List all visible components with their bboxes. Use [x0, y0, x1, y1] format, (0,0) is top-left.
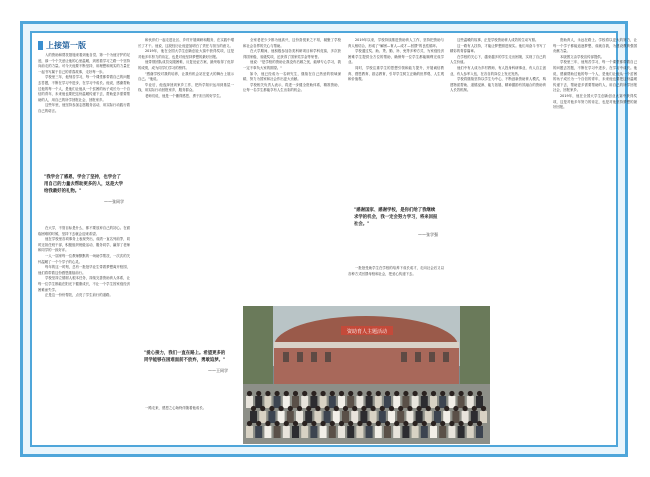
paragraph: 他们中有人成为乡村教师，有人投身科研事业，有人自主创业，有人参军入伍，在各自的岗位上发光发热。 — [450, 65, 546, 76]
paragraph: 学校里三年，他刻苦学习，每一个课堂都带着自己的问题去答题，不断在学习中进步，在学习中成长。他说，感谢帮助过他的每一个人，是他们让他从一个贫困的孩子成长为一个自信的青年，未来他也要把这份温暖传递下去，帮助更多需要帮助的人，用自己的所学回报社会，回报家乡。 — [553, 60, 637, 93]
pull-quote-text: "感谢国家、感谢学校，是你们给了我继续求学的机会，我一定会努力学习，将来回报社会。" — [354, 208, 438, 227]
paragraph: 他说："是学校的资助让我没有后顾之忧，能够专心学习，我一定不辜负大家的期望。" — [243, 60, 341, 70]
paragraph: 入的资助和帮扶措施来看到他自觉、第一个为他守护的足迹，那一个个关爱让他的心里温暖，到底看学习之路一个坚持向前走的力量。可今天他要不断坚持，用理想和现实的力量在一起书写属于自己的青春故事，走好每一步。 — [38, 53, 130, 74]
paragraph: 这一路有人扶持，才能让梦想照进现实。他们用奋斗书写了精彩的青春篇章。 — [450, 43, 546, 54]
paragraph: 学校相关负责人表示，将进一步健全资助体系，精准资助，让每一名学生都能享有人生出彩的机会。 — [243, 82, 341, 93]
paragraph: 和伙伴们一起走进社区、乡村开展调研和服务，在实践中增长了才干。他说，这段经历让他更加明白了责任与担当的意义。 — [138, 38, 234, 48]
pull-quote-1 — [38, 170, 130, 222]
paragraph: 一批批受助学生在学校的培养下成长成才，走向社会后又以各种方式回馈母校和社会，把爱心传递下去。 — [348, 266, 444, 276]
paragraph: 学校将继续坚持以学生为中心，不断创新资助育人模式，构建物质帮助、道德浸润、能力拓展、精神激励有效融合的资助育人长效机制。 — [450, 77, 546, 93]
paragraph: 本版图文由学校宣传部提供。 — [560, 54, 605, 59]
pull-quote-text: "爱心接力，我们一直在路上。希望更多的同学能够在困难面前不放弃，勇敢追梦。" — [144, 351, 226, 363]
article-column-6 — [553, 38, 637, 443]
newspaper-page — [38, 38, 637, 440]
section-header — [38, 38, 86, 52]
paragraph: 正是这一份份帮扶，点亮了学生前行的道路。 — [45, 293, 113, 298]
paragraph: 2019年，他在全国大学生创新创业大赛中获得奖项，这是对他多年努力的肯定，也是对他坚持梦想的最好回报。 — [138, 49, 234, 59]
paragraph: 在学校的关心下，越来越多的学生走出困境，实现了自己的人生价值。 — [450, 54, 546, 65]
page-frame-inner — [30, 31, 637, 447]
paragraph: 这些年里，他坚持参加志愿服务活动，用实际行动践行着自己的诺言。 — [38, 103, 130, 113]
article-column-2 — [138, 38, 234, 343]
paragraph: 在大学期间，他积极参加各类科研项目和学科竞赛，多次获得国家级、省级奖项，还获得了国家奖学金等荣誉。 — [243, 49, 341, 59]
pull-quote-source: ——王同学 — [208, 368, 228, 373]
article-column-2-lower — [138, 406, 234, 442]
paragraph: 这些温暖的故事，正是学校资助育人成效的生动写照。 — [457, 38, 539, 42]
page-frame-outer — [20, 21, 637, 457]
paragraph: 同时，学校注重学生的思想引领和能力提升，开展诚信教育、感恩教育、励志教育，引导学生树立正确的世界观、人生观和价值观。 — [348, 65, 444, 82]
paragraph: 2019年以来，学校持续推进资助育人工作，坚持把资助与育人相结合，形成了"解困—育人—成才—回馈"的良性循环。 — [348, 38, 444, 48]
paragraph: 毕业后，他选择回到家乡工作，把所学知识运用到基层一线，用实际行动回报家乡，服务群众。 — [138, 82, 234, 93]
paragraph: 一路走来，感恩之心始终伴随着他成长。 — [145, 406, 207, 410]
paragraph: 如今，他已经成为一名研究生，继续在自己热爱的领域深耕，努力为国家和社会作出更大贡献。 — [243, 71, 341, 82]
article-column-4-lower — [348, 266, 444, 302]
article-column-3 — [243, 38, 341, 303]
paragraph: 老师们说，他是一个懂得感恩、勇于担当的好学生。 — [145, 93, 223, 98]
paragraph: 他在学校里各项事务上表现突出，成绩一直名列前茅，同时还担任班干部，积极组织班级活动，服务同学，赢得了老师和同学的一致好评。 — [38, 237, 130, 253]
pull-quote-source: ——张同学 — [104, 199, 124, 204]
paragraph: 学校里三年，他刻苦学习，每一个课堂都带着自己的问题去答题，不断在学习中进步，在学习中成长。他说，感谢帮助过他的每一个人，是他们让他从一个贫困的孩子成长为一个自信的青年，未来他也要把这份温暖传递下去，帮助更多需要帮助的人，用自己的所学回报社会，回报家乡。 — [38, 75, 130, 102]
section-marker-icon — [38, 41, 43, 50]
article-column-1-lower — [38, 226, 130, 441]
paragraph: 在大学，不管目标是什么，都不要放弃自己的初心。在面临困难的时候，坚持下去就会迎来希望。 — [38, 226, 130, 236]
paragraph: 2019年，他在全国大学生创新创业大赛中获得奖项，这是对他多年努力的肯定，也是对他坚持梦想的最好回报。 — [553, 93, 637, 110]
paragraph: 每年的这一时刻，总有一批批毕业生带着梦想离开校园，他们将带着这份感恩继续前行。 — [38, 265, 130, 275]
paragraph: 一人一届家每一位教师默默的一场助学帮扶，一次次的关怀温暖了一个个学子的心灵。 — [38, 253, 130, 264]
pull-quote-2 — [138, 346, 234, 404]
group-photo-illustration — [243, 306, 490, 444]
article-column-4 — [348, 38, 444, 198]
pull-quote-3 — [348, 203, 444, 263]
article-column-1 — [38, 53, 130, 253]
pull-quote-text: "我学会了感恩，学会了坚持，也学会了用自己的力量去帮助更多的人，这是大学给我最好的礼物。" — [44, 175, 124, 194]
paragraph: 全家老老少少都为他高兴，这份喜悦来之不易，凝聚了学校和社会各界的关心与帮助。 — [243, 38, 341, 48]
paragraph: "感谢学校对我的培养，让我有机会站在更大的舞台上展示自己。"他说。 — [138, 71, 234, 82]
paragraph: 他带领团队成员克服困难，反复论证方案，最终取得了优异的成绩，成为同学们学习的榜样。 — [138, 60, 234, 70]
pull-quote-source: ——张学强 — [418, 232, 438, 237]
group-photo — [243, 306, 490, 444]
paragraph: 资助育人，永远在路上。学校将以更大的努力，让每一个学子都能追逐梦想、成就自我，为建设教育强国贡献力量。 — [553, 38, 637, 54]
photo-banner-text: 资助育人主题活动 — [346, 329, 388, 335]
paragraph: 学校通过奖、助、贷、勤、补、免等多种方式，为家庭经济困难学生提供全方位的帮助，确保每一位学生都能顺利完成学业。 — [348, 49, 444, 65]
paragraph: 学校坚持立德树人根本任务，持续完善资助育人体系，让每一位学生都能在阳光下健康成长，不让一个学生因家庭经济困难而失学。 — [38, 276, 130, 292]
section-title: 上接第一版 — [46, 40, 86, 50]
